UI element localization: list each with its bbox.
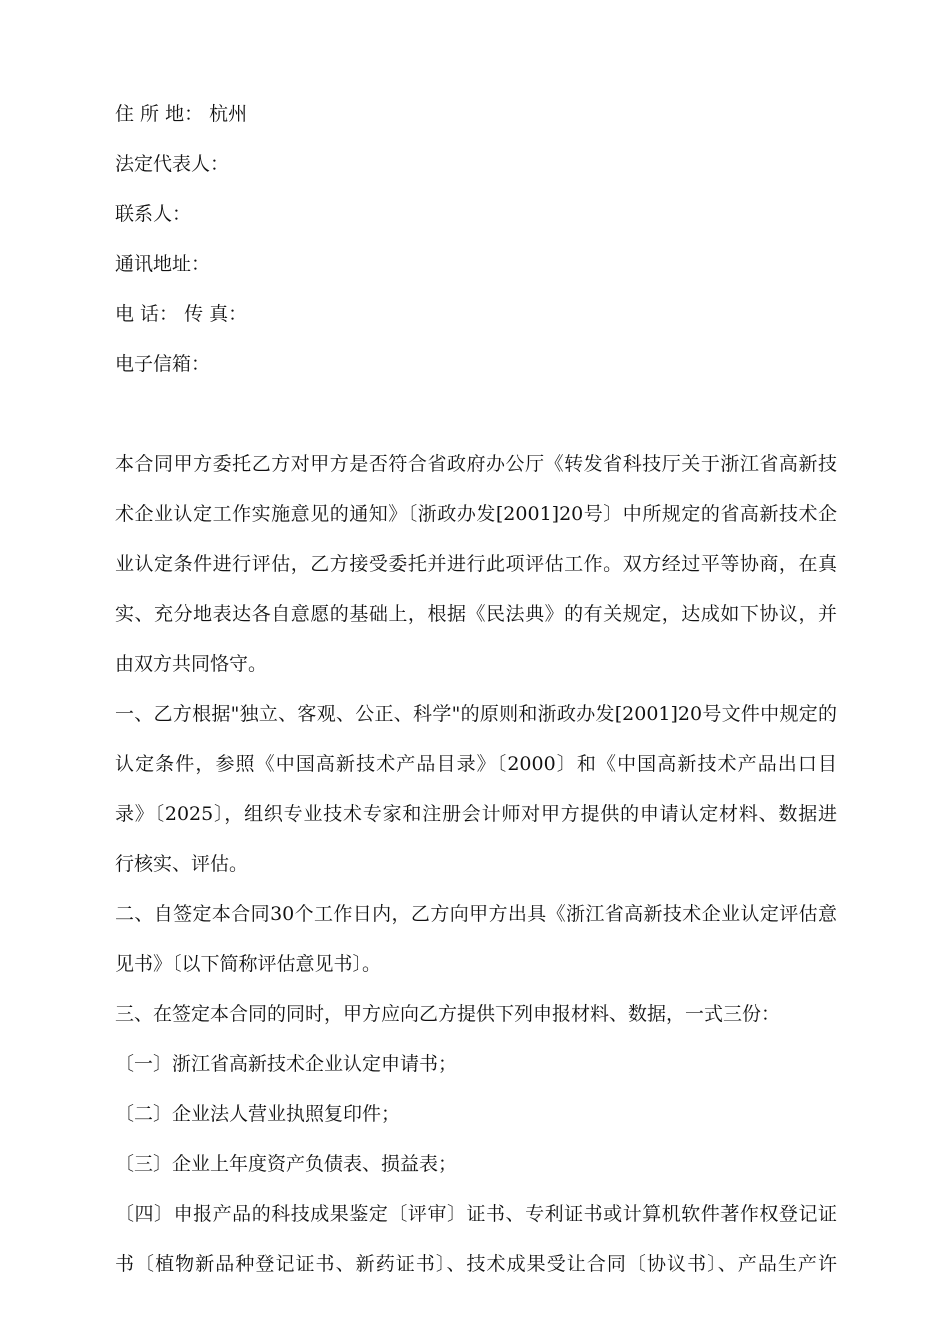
clause2-line: 见书》〔以下简称评估意见书〕。 [115, 953, 382, 975]
address-field: 住 所 地： 杭州 [115, 103, 248, 125]
clause1-line: 一、乙方根据"独立、客观、公正、科学"的原则和浙政办发[2001]20号文件中规定的 [115, 703, 837, 725]
clause2-line: 二、自签定本合同30个工作日内，乙方向甲方出具《浙江省高新技术企业认定评估意 [115, 903, 837, 925]
intro-line: 术企业认定工作实施意见的通知》〔浙政办发[2001]20号〕中所规定的省高新技术企 [115, 503, 837, 525]
clause3-item-2: 〔二〕企业法人营业执照复印件； [115, 1103, 401, 1125]
email-field: 电子信箱： [115, 353, 211, 375]
phone-fax-field: 电 话： 传 真： [115, 303, 248, 325]
clause3-heading: 三、在签定本合同的同时，甲方应向乙方提供下列申报材料、数据，一式三份： [115, 1003, 781, 1025]
clause1-line: 行核实、评估。 [115, 853, 249, 875]
mail-address-field: 通讯地址： [115, 253, 211, 275]
intro-line: 由双方共同恪守。 [115, 653, 268, 675]
contact-field: 联系人： [115, 203, 192, 225]
intro-line: 业认定条件进行评估，乙方接受委托并进行此项评估工作。双方经过平等协商，在真 [115, 553, 837, 575]
intro-line: 本合同甲方委托乙方对甲方是否符合省政府办公厅《转发省科技厅关于浙江省高新技 [115, 453, 837, 475]
clause3-item-1: 〔一〕浙江省高新技术企业认定申请书； [115, 1053, 458, 1075]
legal-rep-field: 法定代表人： [115, 153, 230, 175]
clause3-item-4-line: 〔四〕申报产品的科技成果鉴定〔评审〕证书、专利证书或计算机软件著作权登记证 [115, 1203, 837, 1225]
clause1-line: 录》〔2025〕，组织专业技术专家和注册会计师对甲方提供的申请认定材料、数据进 [115, 803, 837, 825]
intro-line: 实、充分地表达各自意愿的基础上，根据《民法典》的有关规定，达成如下协议，并 [115, 603, 837, 625]
clause3-item-4-line: 书〔植物新品种登记证书、新药证书〕、技术成果受让合同〔协议书〕、产品生产许 [115, 1253, 837, 1275]
clause1-line: 认定条件，参照《中国高新技术产品目录》〔2000〕和《中国高新技术产品出口目 [115, 753, 837, 775]
clause3-item-3: 〔三〕企业上年度资产负债表、损益表； [115, 1153, 458, 1175]
